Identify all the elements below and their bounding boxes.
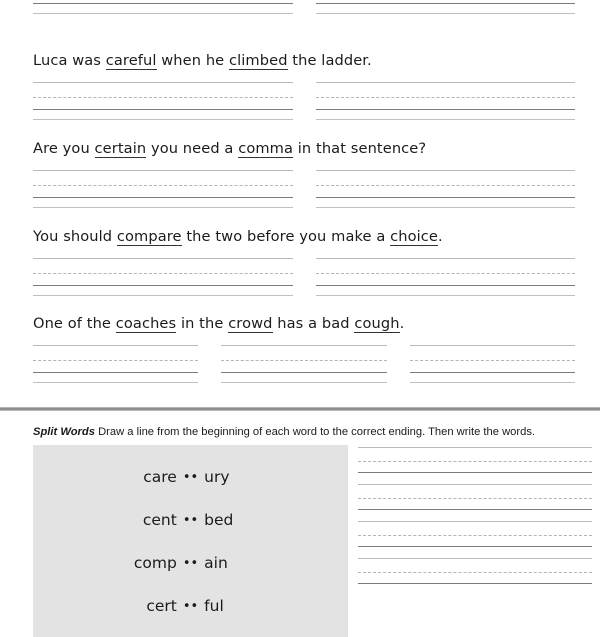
rule-column (33, 0, 293, 14)
rule-top-line (358, 484, 592, 485)
rule-column (410, 341, 575, 383)
rule-dashed-midline (358, 498, 592, 499)
rule-dashed-midline (33, 185, 293, 186)
rule-dashed-midline (358, 535, 592, 536)
rule-column (221, 341, 386, 383)
sentence-2-prompt (33, 139, 575, 159)
rule-row (33, 254, 575, 296)
rule-baseline (221, 372, 386, 373)
sentence-1-prompt (33, 51, 575, 71)
rule-column (316, 166, 576, 208)
rule-top-line (33, 82, 293, 83)
sentence-fragment: when he (156, 52, 229, 69)
rule-baseline (358, 472, 592, 473)
sentence-fragment: in that sentence? (293, 140, 427, 157)
split-words-title: Split Words (33, 426, 95, 438)
match-dot-right[interactable]: • (190, 555, 199, 571)
split-words-instruction-body: Draw a line from the beginning of each word to the correct ending. Then write the words. (98, 426, 536, 438)
word-ending-cell[interactable] (191, 597, 349, 615)
sentence-3-answer-lines (33, 254, 575, 296)
word-ending-cell[interactable] (191, 554, 349, 572)
sentence-fragment: the two before you make a (181, 228, 391, 245)
handwriting-rule-group[interactable] (33, 0, 293, 14)
rule-dashed-midline (33, 97, 293, 98)
sentence-fragment: you need a (146, 140, 239, 157)
target-word: cough (354, 315, 400, 332)
handwriting-rule-group[interactable] (33, 254, 293, 296)
target-word: comma (238, 140, 294, 157)
word-beginning-cell[interactable] (33, 511, 191, 529)
split-words-section (0, 426, 600, 637)
rule-top-line (316, 258, 576, 259)
sentence-fragment: Luca was (33, 52, 106, 69)
target-word: careful (105, 52, 157, 69)
match-dot-left[interactable]: • (182, 598, 191, 614)
rule-descender-line (316, 207, 576, 208)
sentence-2-answer-lines (33, 166, 575, 208)
rule-descender-line (221, 382, 386, 383)
word-beginning-cell[interactable] (33, 468, 191, 486)
rule-dashed-midline (358, 572, 592, 573)
handwriting-rule-group[interactable] (316, 254, 576, 296)
rule-dashed-midline (316, 185, 576, 186)
handwriting-rule-group[interactable] (33, 166, 293, 208)
match-dot-left[interactable]: • (182, 512, 191, 528)
word-ending-label: bed (204, 510, 234, 529)
word-pair-row[interactable] (33, 455, 348, 498)
rule-dashed-midline (316, 273, 576, 274)
rule-row (33, 341, 575, 383)
handwriting-rule-group[interactable] (358, 556, 592, 593)
rule-top-line (316, 82, 576, 83)
sentence-text (33, 227, 575, 247)
rule-baseline (316, 197, 576, 198)
match-dot-left[interactable]: • (182, 469, 191, 485)
word-beginning-label: cent (142, 510, 177, 529)
rule-baseline (316, 109, 576, 110)
rule-baseline (33, 285, 293, 286)
rule-column (33, 166, 293, 208)
word-beginning-label: care (143, 467, 177, 486)
rule-baseline (358, 546, 592, 547)
rule-top-line (358, 521, 592, 522)
rule-dashed-midline (33, 360, 198, 361)
word-ending-label: ain (204, 553, 228, 572)
rule-top-line (358, 558, 592, 559)
rule-top-line (410, 345, 575, 346)
rule-baseline (316, 285, 576, 286)
word-pair-row[interactable] (33, 584, 348, 627)
sentence-fragment: has a bad (272, 315, 355, 332)
rule-baseline (33, 3, 293, 4)
word-pair-row[interactable] (33, 541, 348, 584)
rule-column (33, 78, 293, 120)
rule-descender-line (33, 382, 198, 383)
handwriting-rule-group[interactable] (358, 519, 592, 556)
rule-descender-line (316, 295, 576, 296)
target-word: crowd (228, 315, 273, 332)
rule-row (33, 78, 575, 120)
target-word: compare (116, 228, 182, 245)
sentence-fragment: . (399, 315, 405, 332)
answer-lines-top-partial (33, 0, 575, 14)
sentence-fragment: in the (176, 315, 229, 332)
rule-descender-line (410, 382, 575, 383)
rule-top-line (221, 345, 386, 346)
target-word: choice (390, 228, 438, 245)
sentence-1-answer-lines (33, 78, 575, 120)
rule-baseline (358, 583, 592, 584)
rule-descender-line (316, 13, 576, 14)
rule-baseline (33, 197, 293, 198)
sentence-fragment: You should (33, 228, 117, 245)
rule-descender-line (33, 295, 293, 296)
word-ending-cell[interactable] (191, 511, 349, 529)
split-words-body (0, 445, 600, 637)
rule-column (33, 254, 293, 296)
rule-baseline (316, 3, 576, 4)
rule-baseline (33, 109, 293, 110)
target-word: climbed (229, 52, 288, 69)
rule-baseline (358, 509, 592, 510)
rule-dashed-midline (33, 273, 293, 274)
rule-column (316, 254, 576, 296)
split-words-answer-lines (358, 445, 600, 593)
rule-row (33, 166, 575, 208)
word-match-box (33, 445, 348, 637)
sentence-4-prompt (33, 314, 575, 334)
sentence-fragment: the ladder. (287, 52, 372, 69)
word-beginning-label: cert (146, 596, 177, 615)
sentence-text (33, 51, 575, 71)
handwriting-rule-group[interactable] (410, 341, 575, 383)
word-beginning-cell[interactable] (33, 597, 191, 615)
rule-column (316, 0, 576, 14)
sentence-text (33, 139, 575, 159)
handwriting-rule-group[interactable] (33, 341, 198, 383)
sentence-3-prompt (33, 227, 575, 247)
rule-top-line (33, 170, 293, 171)
word-pair-row[interactable] (33, 498, 348, 541)
match-dot-right[interactable]: • (190, 598, 199, 614)
word-ending-label: ury (204, 467, 230, 486)
match-dot-right[interactable]: • (190, 512, 199, 528)
rule-top-line (316, 170, 576, 171)
section-divider (0, 406, 600, 413)
handwriting-rule-group[interactable] (316, 0, 576, 14)
sentence-fragment: Are you (33, 140, 95, 157)
sentence-4-answer-lines (33, 341, 575, 383)
rule-descender-line (33, 119, 293, 120)
word-ending-cell[interactable] (191, 468, 349, 486)
match-dot-left[interactable]: • (182, 555, 191, 571)
rule-dashed-midline (221, 360, 386, 361)
rule-column (33, 341, 198, 383)
sentence-fragment: . (438, 228, 443, 245)
rule-descender-line (33, 207, 293, 208)
rule-top-line (33, 258, 293, 259)
match-dot-right[interactable]: • (190, 469, 199, 485)
rule-descender-line (316, 119, 576, 120)
rule-top-line (358, 447, 592, 448)
rule-descender-line (33, 13, 293, 14)
handwriting-rule-group[interactable] (316, 166, 576, 208)
rule-top-line (33, 345, 198, 346)
rule-row (33, 0, 575, 14)
target-word: coaches (115, 315, 177, 332)
sentence-fragment: One of the (33, 315, 116, 332)
word-beginning-cell[interactable] (33, 554, 191, 572)
handwriting-rule-group[interactable] (221, 341, 386, 383)
handwriting-rule-group[interactable] (358, 445, 592, 482)
word-beginning-label: comp (133, 553, 177, 572)
rule-column (316, 78, 576, 120)
rule-dashed-midline (410, 360, 575, 361)
handwriting-rule-group[interactable] (316, 78, 576, 120)
handwriting-rule-group[interactable] (358, 482, 592, 519)
rule-baseline (33, 372, 198, 373)
sentence-text (33, 314, 575, 334)
handwriting-rule-group[interactable] (33, 78, 293, 120)
word-ending-label: ful (204, 596, 224, 615)
target-word: certain (94, 140, 147, 157)
rule-dashed-midline (358, 461, 592, 462)
split-words-instruction (0, 426, 600, 438)
rule-baseline (410, 372, 575, 373)
rule-dashed-midline (316, 97, 576, 98)
